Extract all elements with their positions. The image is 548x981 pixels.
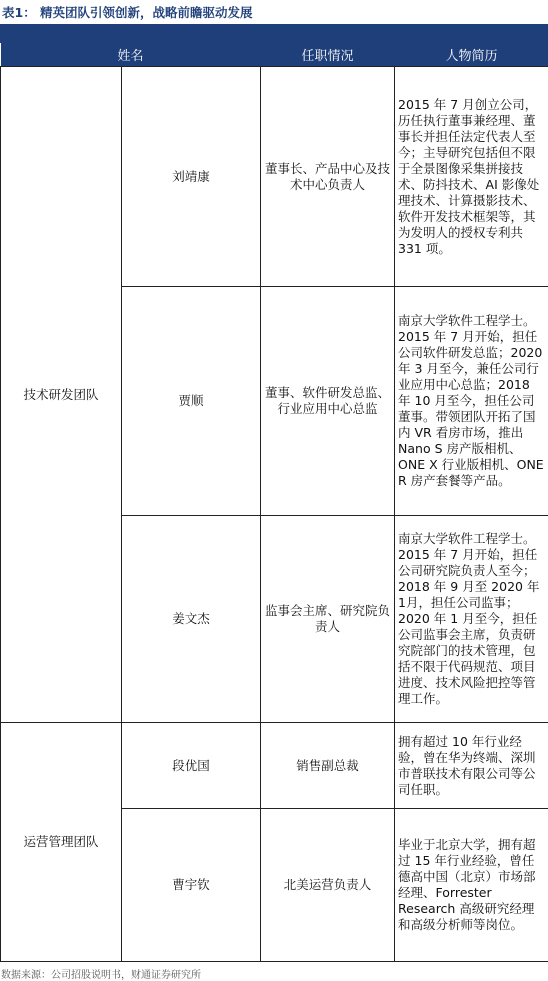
header-band [0,25,548,43]
member-bio: 南京大学软件工程学士。2015 年 7 月开始，担任公司软件研发总监；2020 年 3 月至今，兼任公司行业应用中心总监；2018 年 10 月至今，担任公司董事。带领团队开拓了国内 VR 看房市场，推出 Nano S 房产版相机、ONE X 行业版相机、ONE R 房产套餐等产品。 [395,287,548,516]
header-name: 姓名 [1,43,261,67]
member-bio: 拥有超过 10 年行业经验，曾在华为终端、深圳市普联技术有限公司等公司任职。 [395,723,548,809]
member-bio: 毕业于北京大学，拥有超过 15 年行业经验，曾任德高中国（北京）市场部经理、Forrester Research 高级研究经理和高级分析师等岗位。 [395,809,548,962]
member-role: 北美运营负责人 [261,809,395,962]
table-title: 表1： 精英团队引领创新，战略前瞻驱动发展 [2,5,253,20]
source-note: 数据来源：公司招股说明书，财通证券研究所 [1,970,201,981]
member-bio: 2015 年 7 月创立公司，历任执行董事兼经理、董事长并担任法定代表人至今；主导研究包括但不限于全景图像采集拼接技术、防抖技术、AI 影像处理技术、计算摄影技术、软件开发技术框架等，其为发明人的授权专利共 331 项。 [395,67,548,287]
team-cell: 技术研发团队 [1,67,122,723]
team-cell: 运营管理团队 [1,723,122,962]
member-role: 董事、软件研发总监、行业应用中心总监 [261,287,395,516]
member-name: 曹宇钦 [122,809,261,962]
header-row [1,43,548,67]
header-role: 任职情况 [261,43,395,67]
team-table [0,43,548,962]
table-row [1,723,548,809]
member-bio: 南京大学软件工程学士。 2015 年 7 月开始，担任公司研究院负责人至今；2018 年 9 月至 2020 年1月，担任公司监事；2020 年 1 月至今，担任公司监事会主席，负责研究院部门的技术管理，包括不限于代码规范、项目进度、技术风险把控等管理工作。 [395,516,548,723]
member-role: 销售副总裁 [261,723,395,809]
member-name: 刘靖康 [122,67,261,287]
member-role: 董事长、产品中心及技术中心负责人 [261,67,395,287]
member-name: 贾顺 [122,287,261,516]
member-name: 姜文杰 [122,516,261,723]
member-role: 监事会主席、研究院负责人 [261,516,395,723]
table-row [1,67,548,287]
member-name: 段优国 [122,723,261,809]
header-bio: 人物简历 [395,43,548,67]
